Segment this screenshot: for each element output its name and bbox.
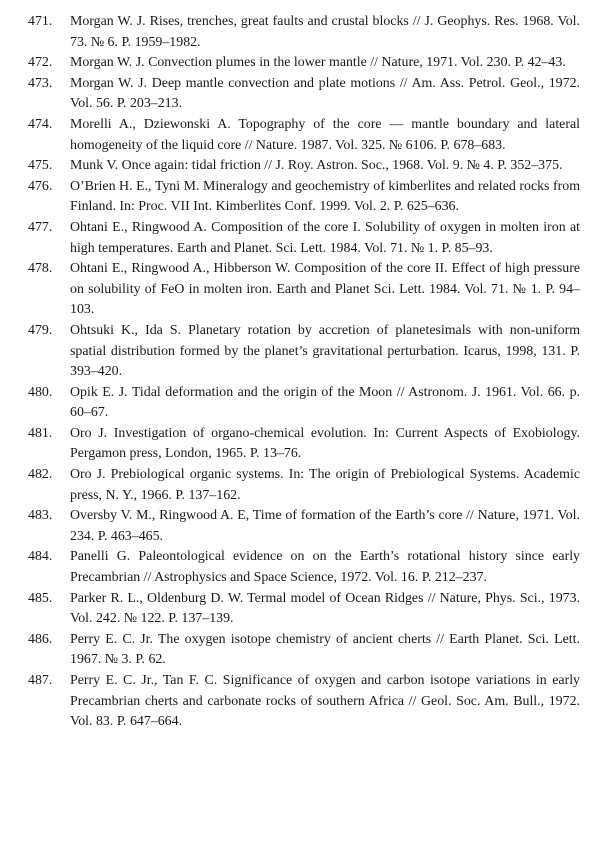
reference-text: Perry E. C. Jr. The oxygen isotope chemistry of ancient cherts // Earth Planet. Sci. Lett. 1967. № 3. P. 62. [70,631,580,668]
reference-text: Morgan W. J. Convection plumes in the lower mantle // Nature, 1971. Vol. 230. P. 42–43. [70,55,566,71]
reference-text: Oro J. Prebiological organic systems. In: The origin of Prebiological Systems. Academic press, N. Y., 1966. P. 137–162. [70,467,580,503]
reference-text: Opik E. J. Tidal deformation and the origin of the Moon // Astronom. J. 1961. Vol. 66. p. 60–67. [70,384,580,421]
reference-item [28,547,580,588]
reference-item [28,177,580,218]
reference-number: 474. [28,116,53,132]
reference-number: 473. [28,75,53,91]
reference-item [28,630,580,671]
reference-item [28,589,580,630]
reference-item [28,74,580,115]
reference-number: 485. [28,590,53,606]
reference-number: 476. [28,178,53,194]
reference-item [28,671,580,733]
reference-number: 486. [28,631,53,647]
reference-text: Parker R. L., Oldenburg D. W. Termal model of Ocean Ridges // Nature, Phys. Sci., 1973. Vol. 242. № 122. P. 137–139. [70,590,580,627]
reference-item [28,506,580,547]
reference-text: Oro J. Investigation of organo-chemical evolution. In: Current Aspects of Exobiology. Pergamon press, London, 1965. P. 13–76. [70,425,580,462]
reference-number: 483. [28,508,53,524]
reference-number: 478. [28,261,53,277]
reference-text: Morgan W. J. Rises, trenches, great faults and crustal blocks // J. Geophys. Res. 1968. Vol. 73. № 6. P. 1959–1982. [70,14,580,50]
reference-item [28,259,580,321]
reference-item [28,218,580,259]
reference-number: 472. [28,55,53,71]
reference-text: Perry E. C. Jr., Tan F. C. Significance of oxygen and carbon isotope variations in early Precambrian cherts and carbonate rocks of southern Africa // Geol. Soc. Am. Bull., 1972. Vol. 83. P. 647–664. [70,673,580,730]
reference-text: Oversby V. M., Ringwood A. E, Time of formation of the Earth’s core // Nature, 1971. Vol. 234. P. 463–465. [70,508,580,544]
reference-text: Ohtsuki K., Ida S. Planetary rotation by accretion of planetesimals with non-uniform spatial distribution formed by the planet’s gravitational perturbation. Icarus, 1998, 131. P. 393–420. [70,322,580,380]
reference-text: Ohtani E., Ringwood A., Hibberson W. Composition of the core II. Effect of high pressure on solubility of FeO in molten iron. Earth and Planet Sci. Lett. 1984. Vol. 71. № 1. P. 94–103. [70,261,580,318]
reference-text: Morgan W. J. Deep mantle convection and plate motions // Am. Ass. Petrol. Geol., 1972. Vol. 56. P. 203–213. [70,75,580,112]
reference-number: 481. [28,425,53,441]
reference-number: 487. [28,673,53,688]
reference-number: 482. [28,467,53,483]
reference-item [28,53,580,74]
reference-list [28,12,580,733]
reference-text: Morelli A., Dziewonski A. Topography of the core — mantle boundary and lateral homogeneity of the liquid core // Nature. 1987. Vol. 325. № 6106. P. 678–683. [70,116,580,153]
reference-number: 480. [28,384,53,400]
reference-number: 471. [28,14,53,29]
reference-number: 479. [28,322,53,338]
reference-item [28,383,580,424]
reference-item [28,156,580,177]
reference-number: 484. [28,549,53,565]
reference-text: Panelli G. Paleontological evidence on on the Earth’s rotational history since early Precambrian // Astrophysics and Space Science, 1972. Vol. 16. P. 212–237. [70,549,580,586]
reference-text: O’Brien H. E., Tyni M. Mineralogy and geochemistry of kimberlites and related rocks from Finland. In: Proc. VII Int. Kimberlites Conf. 1999. Vol. 2. P. 625–636. [70,178,580,215]
reference-item [28,465,580,506]
reference-item [28,424,580,465]
reference-text: Ohtani E., Ringwood A. Composition of the core I. Solubility of oxygen in molten iron at high temperatures. Earth and Planet. Sci. Lett. 1984. Vol. 71. № 1. P. 85–93. [70,219,580,256]
reference-number: 477. [28,219,53,235]
reference-item [28,115,580,156]
reference-item [28,321,580,383]
reference-item [28,12,580,53]
reference-text: Munk V. Once again: tidal friction // J. Roy. Astron. Soc., 1968. Vol. 9. № 4. P. 352–375. [70,158,563,174]
reference-number: 475. [28,158,53,174]
